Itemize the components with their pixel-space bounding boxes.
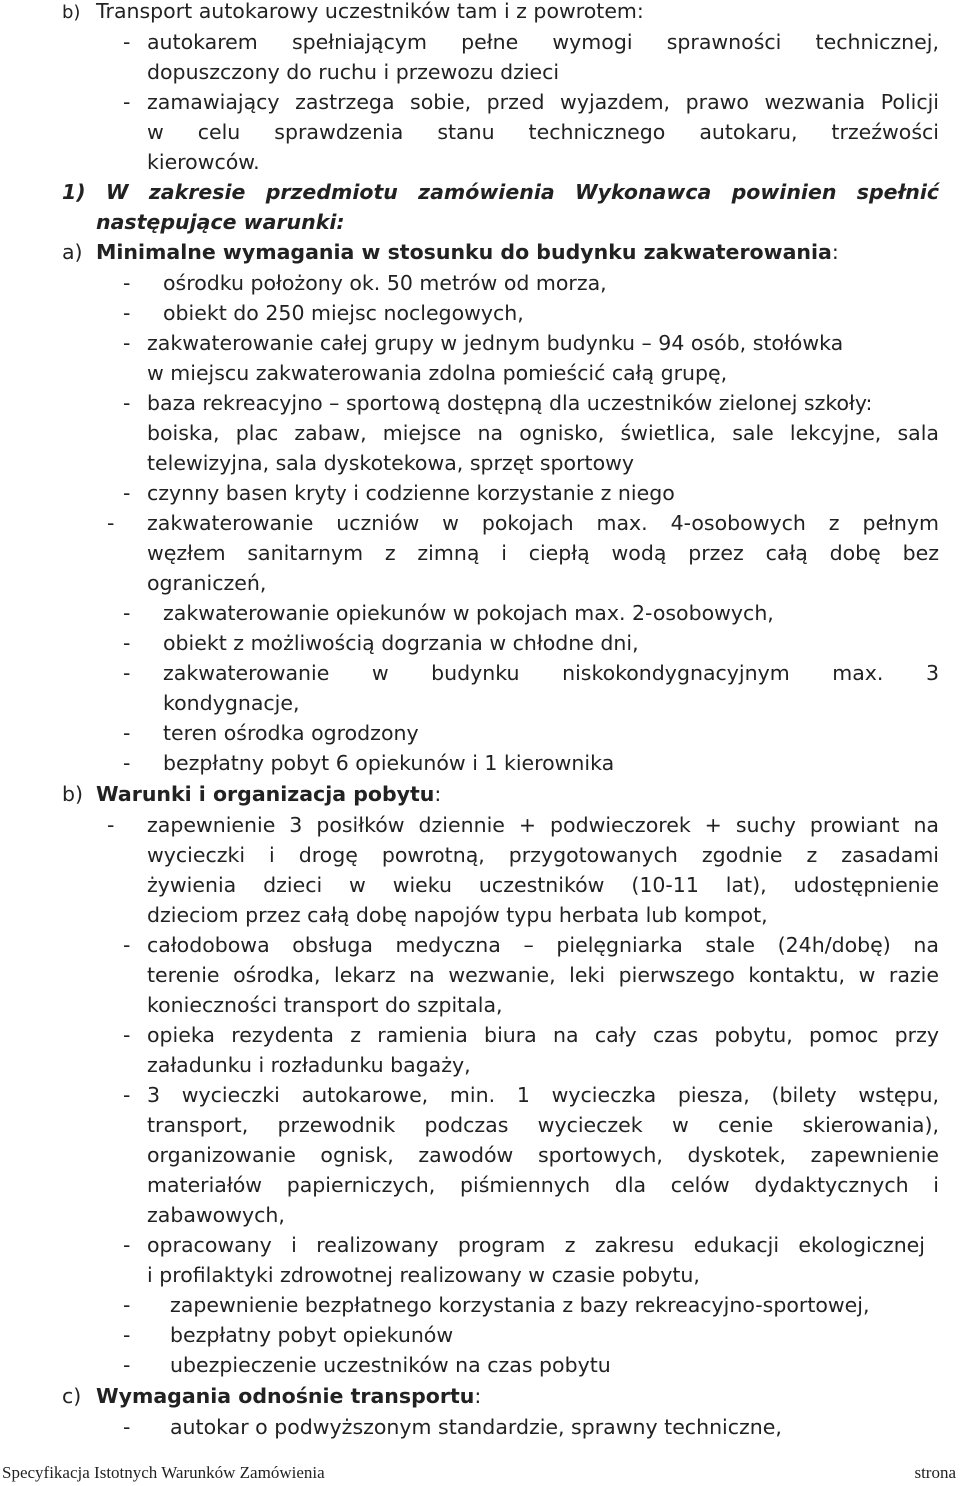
list-dash: - (123, 721, 131, 745)
list-dash: - (123, 391, 131, 415)
list-item-line: zapewnienie 3 posiłków dziennie + podwieczorek + suchy prowiant na (147, 813, 939, 837)
section-title-text: Minimalne wymagania w stosunku do budynku zakwaterowania (96, 240, 832, 264)
list-item-line: terenie ośrodka, lekarz na wezwanie, leki pierwszego kontaktu, w razie (147, 963, 939, 987)
list-item-line: żywienia dzieci w wieku uczestników (10-11 lat), udostępnienie (147, 873, 939, 897)
list-item-line: transport, przewodnik podczas wycieczek w cenie skierowania), (147, 1113, 939, 1137)
point-heading: 1) W zakresie przedmiotu zamówienia Wykonawca powinien spełnić (62, 180, 939, 204)
list-item-line: i profilaktyki zdrowotnej realizowany w czasie pobytu, (147, 1263, 700, 1287)
list-item-line: całodobowa obsługa medyczna – pielęgniarka stale (24h/dobę) na (147, 933, 939, 957)
list-item-line: telewizyjna, sala dyskotekowa, sprzęt sportowy (147, 451, 635, 475)
list-item-line: ośrodku położony ok. 50 metrów od morza, (163, 271, 607, 295)
section-title: Transport autokarowy uczestników tam i z powrotem: (96, 0, 644, 23)
list-dash: - (123, 1233, 131, 1257)
list-dash: - (123, 631, 131, 655)
list-item-line: bezpłatny pobyt opiekunów (170, 1323, 454, 1347)
list-dash: - (123, 1323, 131, 1347)
list-item-line: zakwaterowanie opiekunów w pokojach max. 2-osobowych, (163, 601, 774, 625)
point-heading-cont: następujące warunki: (96, 210, 345, 234)
list-dash: - (123, 1293, 131, 1317)
list-item-line: autokar o podwyższonym standardzie, sprawny techniczne, (170, 1415, 782, 1439)
list-item-line: opracowany i realizowany program z zakresu edukacji ekologicznej (147, 1233, 925, 1257)
section-title (96, 237, 839, 267)
list-dash: - (123, 933, 131, 957)
list-dash: - (123, 1023, 131, 1047)
list-item-line: obiekt z możliwością dogrzania w chłodne dni, (163, 631, 639, 655)
list-item-line: opieka rezydenta z ramienia biura na cały czas pobytu, pomoc przy (147, 1023, 939, 1047)
list-item-line: w celu sprawdzenia stanu technicznego autokaru, trzeźwości (147, 120, 939, 144)
list-item-line: wycieczki i drogę powrotną, przygotowanych zgodnie z zasadami (147, 843, 939, 867)
section-title (96, 1381, 481, 1411)
section-marker: c) (62, 1384, 82, 1408)
list-dash: - (123, 30, 131, 54)
section-title-colon: : (831, 240, 839, 264)
list-dash: - (123, 1353, 131, 1377)
section-marker: a) (62, 240, 83, 264)
list-item-line: boiska, plac zabaw, miejsce na ognisko, świetlica, sale lekcyjne, sala (147, 421, 939, 445)
list-item-line: zapewnienie bezpłatnego korzystania z bazy rekreacyjno-sportowej, (170, 1293, 870, 1317)
list-item-line: ograniczeń, (147, 571, 267, 595)
list-item-line: bezpłatny pobyt 6 opiekunów i 1 kierownika (163, 751, 615, 775)
list-item-line: węzłem sanitarnym z zimną i ciepłą wodą przez całą dobę bez (147, 541, 939, 565)
list-dash: - (123, 331, 131, 355)
section-title-text: Wymagania odnośnie transportu (96, 1384, 475, 1408)
list-item-line: 3 wycieczki autokarowe, min. 1 wycieczka piesza, (bilety wstępu, (147, 1083, 939, 1107)
list-dash: - (123, 301, 131, 325)
list-dash: - (123, 751, 131, 775)
list-item-line: baza rekreacyjno – sportową dostępną dla uczestników zielonej szkoły: (147, 391, 873, 415)
section-marker: b) (62, 2, 81, 23)
list-item-line: załadunku i rozładunku bagaży, (147, 1053, 471, 1077)
list-dash: - (123, 601, 131, 625)
list-dash: - (123, 661, 131, 685)
list-dash: - (107, 511, 115, 535)
list-item-line: materiałów papierniczych, piśmiennych dla celów dydaktycznych i (147, 1173, 939, 1197)
list-item-line: zakwaterowanie uczniów w pokojach max. 4-osobowych z pełnym (147, 511, 939, 535)
list-item-line: organizowanie ognisk, zawodów sportowych, dyskotek, zapewnienie (147, 1143, 939, 1167)
list-item-line: w miejscu zakwaterowania zdolna pomieścić całą grupę, (147, 361, 728, 385)
list-dash: - (123, 90, 131, 114)
list-item-line: zabawowych, (147, 1203, 285, 1227)
list-dash: - (123, 1415, 131, 1439)
section-title (96, 779, 441, 809)
list-item-line: kondygnacje, (163, 691, 300, 715)
list-dash: - (123, 481, 131, 505)
section-title-colon: : (474, 1384, 482, 1408)
footer-document-title: Specyfikacja Istotnych Warunków Zamówienia (2, 1463, 325, 1482)
list-item-line: autokarem spełniającym pełne wymogi sprawności technicznej, (147, 30, 939, 54)
list-item-line: czynny basen kryty i codzienne korzystanie z niego (147, 481, 675, 505)
section-title-text: Warunki i organizacja pobytu (96, 782, 435, 806)
list-item-line: zakwaterowanie w budynku niskokondygnacyjnym max. 3 (163, 661, 939, 685)
list-item-line: konieczności transport do szpitala, (147, 993, 503, 1017)
list-item-line: zakwaterowanie całej grupy w jednym budynku – 94 osób, stołówka (147, 331, 844, 355)
list-item-line: dzieciom przez całą dobę napojów typu herbata lub kompot, (147, 903, 768, 927)
section-marker: b) (62, 782, 84, 806)
list-item-line: dopuszczony do ruchu i przewozu dzieci (147, 60, 560, 84)
list-item-line: obiekt do 250 miejsc noclegowych, (163, 301, 524, 325)
section-title-colon: : (434, 782, 442, 806)
list-dash: - (123, 271, 131, 295)
list-item-line: teren ośrodka ogrodzony (163, 721, 419, 745)
list-dash: - (123, 1083, 131, 1107)
list-item-line: kierowców. (147, 150, 260, 174)
list-item-line: zamawiający zastrzega sobie, przed wyjazdem, prawo wezwania Policji (147, 90, 939, 114)
footer-page-label: strona (914, 1463, 956, 1482)
list-item-line: ubezpieczenie uczestników na czas pobytu (170, 1353, 611, 1377)
list-dash: - (107, 813, 115, 837)
